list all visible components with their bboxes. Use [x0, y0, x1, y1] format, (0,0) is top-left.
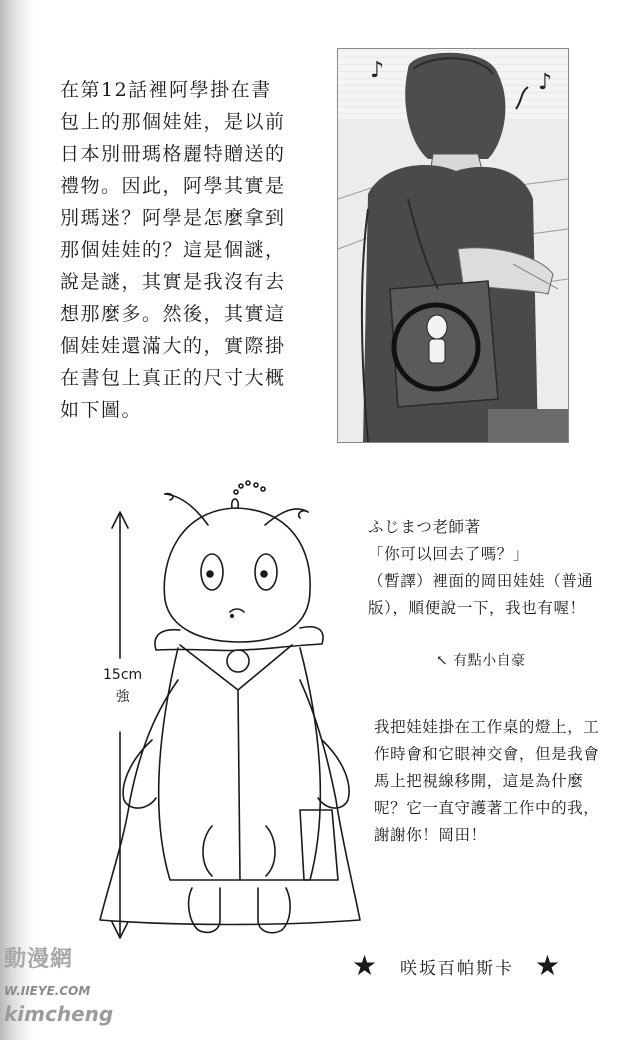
- watermark-site-name: 動漫網: [4, 947, 74, 972]
- svg-text:♪: ♪: [370, 58, 385, 83]
- proud-note-text: 有點小自豪: [453, 653, 526, 669]
- side-note-author: ふじまつ老師著: [368, 518, 481, 536]
- size-value: 15cm: [103, 667, 143, 683]
- closing-paragraph: 我把娃娃掛在工作桌的燈上，工作時會和它眼神交會，但是我會馬上把視線移開，這是為什麼呢？它一直守護著工作中的我，謝謝你！岡田！: [374, 718, 600, 844]
- arrow-up-icon: ↖: [436, 653, 449, 669]
- star-icon-left: ★: [352, 949, 380, 982]
- manga-panel-illustration: [337, 48, 569, 443]
- star-icon-right: ★: [534, 949, 562, 982]
- author-name: 咲坂百帕斯卡: [400, 958, 514, 979]
- doll-size-drawing: [60, 480, 380, 950]
- author-signature: [352, 949, 562, 982]
- watermark-brand: kimcheng: [4, 1002, 114, 1026]
- proud-note: [436, 650, 526, 670]
- side-note: [368, 514, 598, 622]
- svg-text:♪: ♪: [538, 70, 553, 95]
- site-watermark: [0, 938, 150, 1028]
- size-measure-label: [103, 662, 142, 710]
- boy-with-bag-illustration: [338, 49, 568, 442]
- side-note-body: （暫譯）裡面的岡田娃娃（普通版），順便說一下，我也有喔！: [368, 572, 594, 617]
- watermark-url: W.IIEYE.COM: [4, 984, 91, 998]
- size-qualifier: 強: [115, 689, 130, 705]
- intro-paragraph: 在第12話裡阿學掛在書包上的那個娃娃，是以前日本別冊瑪格麗特贈送的禮物。因此，阿學其實是別瑪迷？阿學是怎麼拿到那個娃娃的？這是個謎，說是謎，其實是我沒有去想那麼多。然後，其實這個娃娃還滿大的，實際掛在書包上真正的尺寸大概如下圖。: [60, 79, 286, 421]
- side-note-title: 「你可以回去了嗎？」: [368, 545, 530, 563]
